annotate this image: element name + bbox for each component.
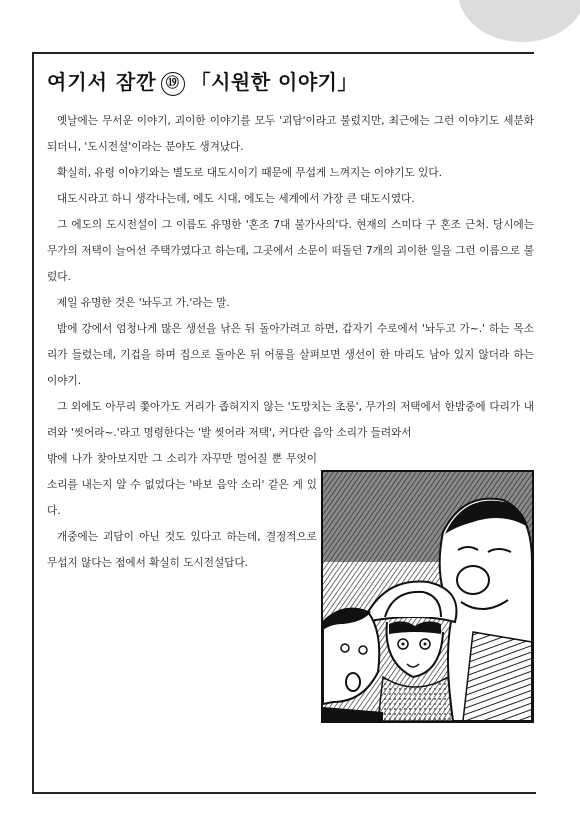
wrapped-text-column bbox=[47, 446, 317, 576]
paragraph: 그 에도의 도시전설이 그 이름도 유명한 '혼조 7대 불가사의'다. 현재의 스미다 구 혼조 근처. 당시에는 무가의 저택이 늘어선 주택가였다고 하는데, 그곳에서 소문이 떠돌던 7개의 괴이한 일을 그런 이름으로 불렀다. bbox=[47, 219, 534, 283]
paragraph: 밤에 강에서 엄청나게 많은 생선을 낚은 뒤 돌아가려고 하면, 갑자기 수로에서 '놔두고 가~.' 하는 목소리가 들렸는데, 기겁을 하며 집으로 돌아온 뒤 어롱을 살펴보면 생선이 한 마리도 남아 있지 않더라 하는 이야기. bbox=[47, 323, 534, 387]
paragraph: 제일 유명한 것은 '놔두고 가.'라는 말. bbox=[57, 297, 230, 309]
manga-drawing bbox=[323, 472, 532, 721]
title-number: ⑲ bbox=[165, 76, 180, 91]
paragraph: 대도시라고 하니 생각나는데, 에도 시대, 에도는 세계에서 가장 큰 대도시였다. bbox=[57, 193, 415, 205]
title-number-badge bbox=[161, 72, 185, 96]
paragraph: 확실히, 유령 이야기와는 별도로 대도시이기 때문에 무섭게 느껴지는 이야기도 있다. bbox=[57, 167, 442, 179]
paragraph: 개중에는 괴담이 아닌 것도 있다고 하는데, 결정적으로 무섭지 않다는 점에서 확실히 도시전설답다. bbox=[47, 531, 317, 569]
title-subject: 「시원한 이야기」 bbox=[190, 70, 358, 94]
paragraph: 밖에 나가 찾아보지만 그 소리가 자꾸만 멀어질 뿐 무엇이 소리를 내는지 알 수 없었다는 '바보 음악 소리' 같은 게 있다. bbox=[47, 453, 317, 517]
paragraph: 그 외에도 아무리 쫓아가도 거리가 좁혀지지 않는 '도망치는 초롱', 무가의 저택에서 한밤중에 다리가 내려와 '씻어라~.'라고 명령한다는 '발 씻어라 저택', 커다란 음악 소리가 들려와서 bbox=[47, 401, 534, 439]
manga-illustration bbox=[321, 470, 534, 723]
page-title bbox=[47, 66, 358, 96]
bottom-rule bbox=[32, 792, 536, 794]
paragraph: 옛날에는 무서운 이야기, 괴이한 이야기를 모두 '괴담'이라고 불렀지만, 최근에는 그런 이야기도 세분화 되더니, '도시전설'이라는 분야도 생겨났다. bbox=[47, 115, 534, 153]
page-corner-tab bbox=[458, 0, 580, 42]
title-prefix: 여기서 잠깐 bbox=[47, 70, 157, 94]
